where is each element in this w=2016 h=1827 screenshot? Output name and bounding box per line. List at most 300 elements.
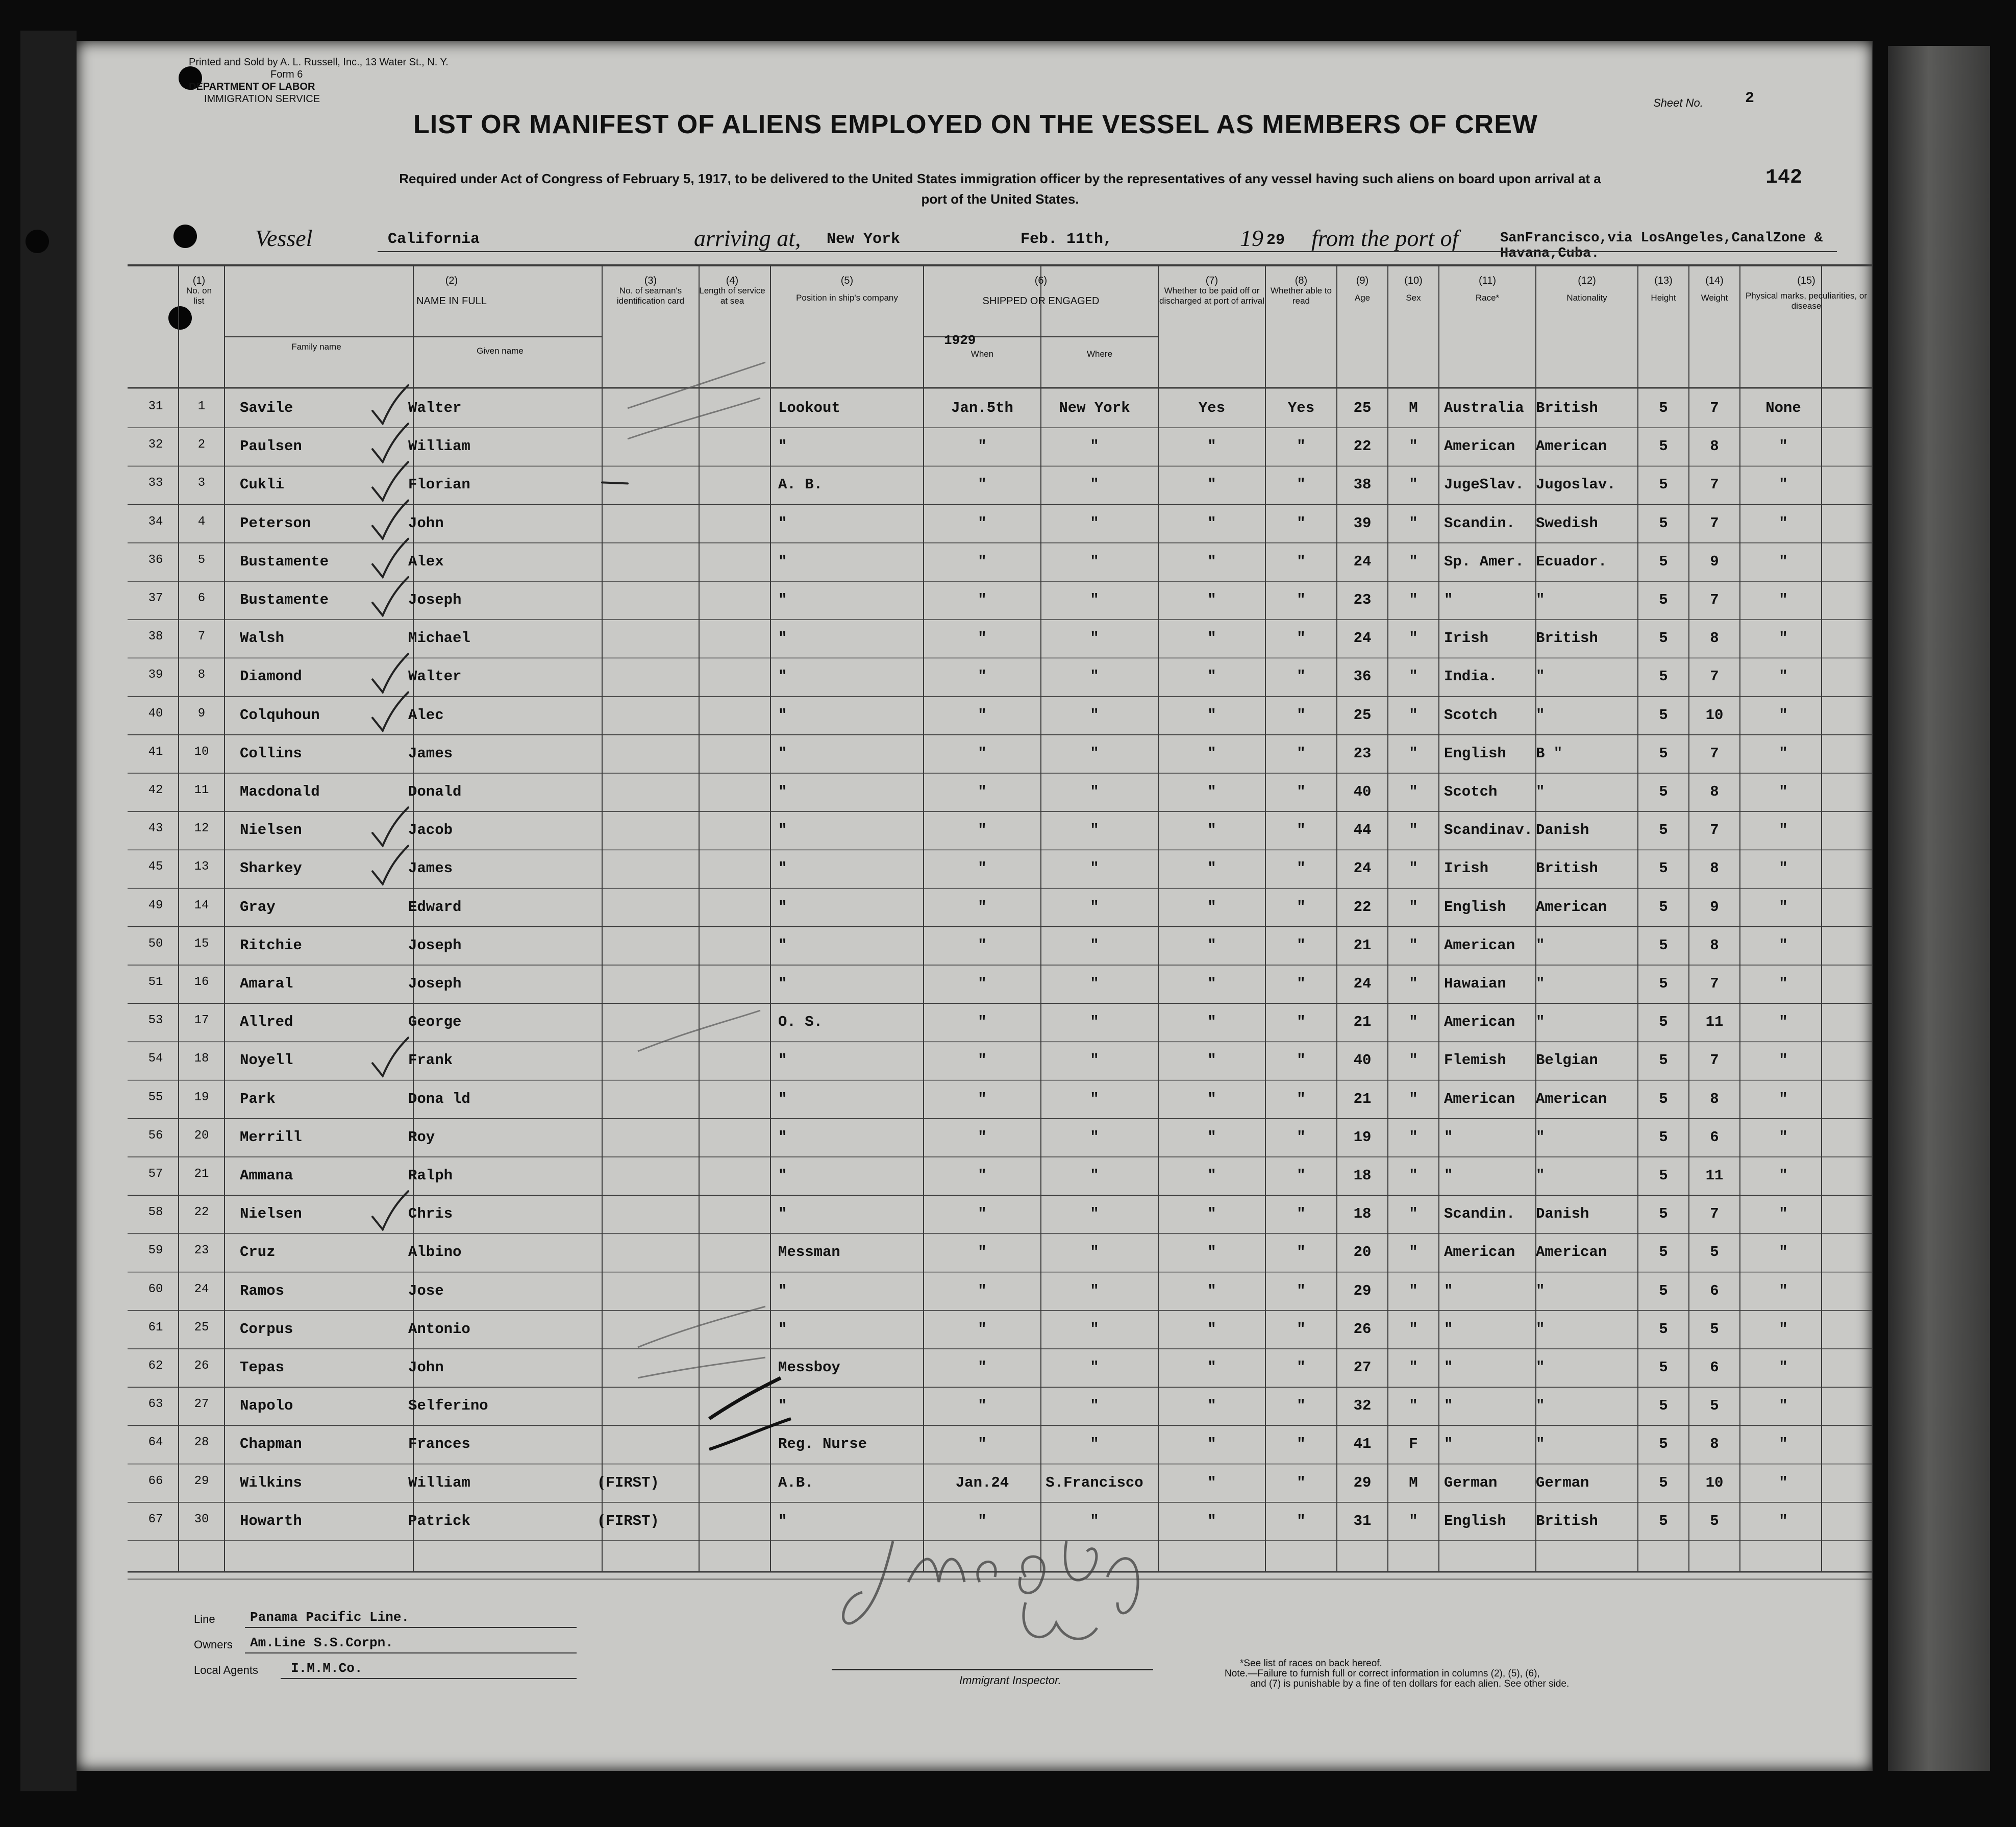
cell-sex: " [1409, 1244, 1418, 1261]
cell-no: 7 [197, 630, 206, 644]
cell-sex: M [1409, 400, 1418, 416]
cell-nat: British [1536, 400, 1598, 416]
cell-paid: Yes [1198, 400, 1226, 416]
cell-sex: " [1409, 438, 1418, 455]
cell-age: 40 [1353, 783, 1372, 800]
cell-paid: " [1207, 1359, 1216, 1376]
cell-age: 36 [1353, 668, 1372, 685]
departure-port: SanFrancisco,via LosAngeles,CanalZone & Havana,Cuba. [1500, 231, 1823, 261]
cell-given: Albino [408, 1244, 462, 1261]
cell-given: Patrick [408, 1512, 470, 1529]
cell-age: 21 [1353, 936, 1372, 954]
cell-when: " [978, 591, 987, 608]
arriving-port: New York [827, 231, 901, 248]
cell-family: Wilkins [240, 1474, 302, 1491]
act-notice: Required under Act of Congress of February 5, 1917, to be delivered to the United States immigration officer by the representatives of any vessel having such aliens on board upon arrival at a port of the United States. [399, 171, 1601, 207]
cell-family: Nielsen [240, 1205, 302, 1223]
cell-age: 19 [1353, 1128, 1372, 1146]
cell-race: English [1444, 1512, 1506, 1529]
cell-where: " [1090, 438, 1099, 455]
cell-given: John [408, 1359, 444, 1376]
cell-nat: American [1536, 1090, 1607, 1107]
cell-nat: Swedish [1536, 514, 1598, 532]
cell-age: 23 [1353, 591, 1372, 608]
cell-wt: 5 [1710, 1512, 1719, 1529]
cell-position: " [778, 1320, 787, 1338]
cell-line: 54 [148, 1052, 163, 1066]
punch-hole [26, 230, 49, 253]
cell-where: " [1090, 1436, 1099, 1453]
printer-credit: Printed and Sold by A. L. Russell, Inc., 13 Water St., N. Y. Form 6 DEPARTMENT OF LABOR IMMIGRATION SERVICE [189, 57, 449, 105]
cell-position: O. S. [778, 1014, 823, 1031]
cell-nat: " [1536, 1359, 1545, 1376]
cell-race: German [1444, 1474, 1498, 1491]
cell-line: 62 [148, 1359, 163, 1373]
cell-wt: 8 [1710, 936, 1719, 954]
cell-position: Lookout [778, 400, 840, 416]
cell-race: " [1444, 1167, 1453, 1184]
cell-line: 55 [148, 1090, 163, 1104]
cell-position: " [778, 822, 787, 839]
cell-family: Nielsen [240, 822, 302, 839]
cell-read: " [1297, 1090, 1306, 1107]
cell-age: 21 [1353, 1014, 1372, 1031]
cell-given: Florian [408, 476, 470, 493]
cell-when: " [978, 822, 987, 839]
cell-nat: Ecuador. [1536, 553, 1607, 570]
cell-marks: " [1779, 476, 1788, 493]
cell-age: 40 [1353, 1052, 1372, 1069]
cell-wt: 8 [1710, 1436, 1719, 1453]
cell-where: " [1090, 1090, 1099, 1107]
cell-sex: " [1409, 553, 1418, 570]
col-1-header: (1) No. on list [186, 275, 212, 306]
cell-ht: 5 [1659, 476, 1668, 493]
cell-given: John [408, 514, 444, 532]
cell-age: 24 [1353, 630, 1372, 647]
cell-age: 29 [1353, 1474, 1372, 1491]
cell-where: " [1090, 553, 1099, 570]
cell-read: " [1297, 706, 1306, 724]
year-prefix: 19 [1240, 225, 1263, 251]
cell-wt: 7 [1710, 591, 1719, 608]
line-label: Line [194, 1613, 215, 1625]
cell-line: 40 [148, 706, 163, 721]
cell-read: " [1297, 860, 1306, 877]
cell-card: (FIRST) [597, 1512, 659, 1529]
cell-marks: " [1779, 1397, 1788, 1415]
cell-read: " [1297, 630, 1306, 647]
cell-marks: " [1779, 1167, 1788, 1184]
right-binding [1888, 46, 1990, 1771]
cell-ht: 5 [1659, 514, 1668, 532]
cell-no: 6 [197, 591, 206, 605]
cell-read: " [1297, 514, 1306, 532]
cell-age: 31 [1353, 1512, 1372, 1529]
cell-when: " [978, 476, 987, 493]
cell-given: William [408, 1474, 470, 1491]
cell-read: " [1297, 1436, 1306, 1453]
cell-position: " [778, 1052, 787, 1069]
cell-where: " [1090, 783, 1099, 800]
cell-no: 22 [194, 1205, 209, 1220]
cell-read: " [1297, 1244, 1306, 1261]
cell-family: Allred [240, 1014, 293, 1031]
cell-ht: 5 [1659, 1282, 1668, 1299]
cell-wt: 10 [1705, 706, 1724, 724]
cell-line: 32 [148, 438, 163, 452]
cell-ht: 5 [1659, 400, 1668, 416]
sheet-number: 2 [1745, 90, 1755, 107]
cell-when: " [978, 630, 987, 647]
cell-nat: Danish [1536, 822, 1589, 839]
cell-position: " [778, 438, 787, 455]
cell-ht: 5 [1659, 1090, 1668, 1107]
cell-line: 56 [148, 1128, 163, 1143]
cell-paid: " [1207, 936, 1216, 954]
cell-ht: 5 [1659, 553, 1668, 570]
cell-line: 37 [148, 591, 163, 605]
cell-family: Ramos [240, 1282, 285, 1299]
cell-marks: " [1779, 591, 1788, 608]
cell-line: 38 [148, 630, 163, 644]
cell-age: 24 [1353, 975, 1372, 992]
cell-wt: 7 [1710, 514, 1719, 532]
owners-label: Owners [194, 1638, 233, 1651]
cell-read: " [1297, 1128, 1306, 1146]
cell-sex: " [1409, 1090, 1418, 1107]
cell-paid: " [1207, 1090, 1216, 1107]
vessel-label: Vessel [255, 225, 313, 251]
cell-paid: " [1207, 1205, 1216, 1223]
cell-age: 18 [1353, 1167, 1372, 1184]
cell-when: " [978, 553, 987, 570]
cell-where: " [1090, 1244, 1099, 1261]
cell-race: American [1444, 438, 1515, 455]
cell-read: " [1297, 1512, 1306, 1529]
cell-wt: 7 [1710, 822, 1719, 839]
cell-line: 60 [148, 1282, 163, 1296]
cell-marks: " [1779, 975, 1788, 992]
cell-race: " [1444, 591, 1453, 608]
cell-no: 8 [197, 668, 206, 682]
cell-ht: 5 [1659, 706, 1668, 724]
cell-wt: 7 [1710, 1052, 1719, 1069]
cell-ht: 5 [1659, 1167, 1668, 1184]
cell-read: " [1297, 1397, 1306, 1415]
cell-marks: " [1779, 1474, 1788, 1491]
cell-ht: 5 [1659, 591, 1668, 608]
cell-no: 20 [194, 1128, 209, 1143]
cell-family: Peterson [240, 514, 311, 532]
cell-line: 31 [148, 400, 163, 413]
cell-read: " [1297, 745, 1306, 762]
cell-ht: 5 [1659, 630, 1668, 647]
cell-nat: " [1536, 1167, 1545, 1184]
cell-line: 67 [148, 1512, 163, 1526]
cell-wt: 8 [1710, 860, 1719, 877]
cell-line: 59 [148, 1244, 163, 1258]
cell-nat: " [1536, 1014, 1545, 1031]
cell-ht: 5 [1659, 975, 1668, 992]
cell-marks: " [1779, 706, 1788, 724]
col-5-header: (5) Position in ship's company [796, 275, 898, 303]
cell-nat: " [1536, 591, 1545, 608]
cell-paid: " [1207, 1436, 1216, 1453]
cell-age: 25 [1353, 400, 1372, 416]
cell-race: India. [1444, 668, 1498, 685]
cell-read: " [1297, 1205, 1306, 1223]
cell-wt: 8 [1710, 783, 1719, 800]
cell-position: Reg. Nurse [778, 1436, 867, 1453]
cell-age: 44 [1353, 822, 1372, 839]
col-10-header: (10) Sex [1404, 275, 1423, 303]
cell-family: Ritchie [240, 936, 302, 954]
cell-line: 53 [148, 1014, 163, 1028]
cell-no: 24 [194, 1282, 209, 1296]
cell-family: Noyell [240, 1052, 293, 1069]
cell-line: 58 [148, 1205, 163, 1220]
cell-age: 21 [1353, 1090, 1372, 1107]
col-6a-header: When [970, 349, 994, 359]
cell-when: " [978, 1128, 987, 1146]
cell-ht: 5 [1659, 438, 1668, 455]
cell-position: A.B. [778, 1474, 814, 1491]
cell-ht: 5 [1659, 1320, 1668, 1338]
cell-wt: 7 [1710, 1205, 1719, 1223]
cell-where: " [1090, 1052, 1099, 1069]
cell-marks: " [1779, 1205, 1788, 1223]
cell-ht: 5 [1659, 898, 1668, 916]
cell-wt: 5 [1710, 1320, 1719, 1338]
cell-race: English [1444, 745, 1506, 762]
year-suffix: 29 [1266, 232, 1285, 249]
cell-when: " [978, 783, 987, 800]
cell-where: " [1090, 1512, 1099, 1529]
cell-sex: " [1409, 1205, 1418, 1223]
cell-wt: 7 [1710, 400, 1719, 416]
cell-family: Walsh [240, 630, 285, 647]
cell-no: 23 [194, 1244, 209, 1258]
cell-line: 41 [148, 745, 163, 759]
cell-nat: Belgian [1536, 1052, 1598, 1069]
cell-sex: " [1409, 706, 1418, 724]
cell-marks: " [1779, 898, 1788, 916]
cell-sex: " [1409, 975, 1418, 992]
cell-given: James [408, 860, 453, 877]
cell-race: American [1444, 1244, 1515, 1261]
cell-family: Colquhoun [240, 706, 320, 724]
cell-line: 34 [148, 514, 163, 529]
cell-marks: " [1779, 783, 1788, 800]
cell-read: " [1297, 668, 1306, 685]
cell-family: Bustamente [240, 553, 329, 570]
cell-when: " [978, 514, 987, 532]
col-7-header: (7) Whether to be paid off or discharged at port of arrival [1159, 275, 1264, 306]
cell-no: 13 [194, 860, 209, 874]
cell-sex: " [1409, 1052, 1418, 1069]
cell-no: 5 [197, 553, 206, 567]
cell-when: " [978, 1090, 987, 1107]
page-title: LIST OR MANIFEST OF ALIENS EMPLOYED ON THE VESSEL AS MEMBERS OF CREW [413, 110, 1538, 139]
cell-race: English [1444, 898, 1506, 916]
cell-race: Scandin. [1444, 1205, 1515, 1223]
cell-nat: " [1536, 668, 1545, 685]
cell-wt: 8 [1710, 438, 1719, 455]
cell-when: " [978, 1359, 987, 1376]
cell-race: American [1444, 936, 1515, 954]
cell-nat: " [1536, 706, 1545, 724]
cell-age: 25 [1353, 706, 1372, 724]
cell-marks: " [1779, 553, 1788, 570]
cell-marks: " [1779, 745, 1788, 762]
cell-marks: " [1779, 936, 1788, 954]
cell-position: " [778, 1128, 787, 1146]
cell-age: 39 [1353, 514, 1372, 532]
col-14-header: (14) Weight [1701, 275, 1728, 303]
cell-when: " [978, 975, 987, 992]
cell-position: " [778, 591, 787, 608]
cell-family: Corpus [240, 1320, 293, 1338]
cell-paid: " [1207, 1128, 1216, 1146]
cell-read: " [1297, 438, 1306, 455]
cell-nat: Jugoslav. [1536, 476, 1616, 493]
cell-where: S.Francisco [1046, 1474, 1143, 1491]
cell-race: Scotch [1444, 783, 1498, 800]
cell-where: " [1090, 860, 1099, 877]
cell-where: " [1090, 1167, 1099, 1184]
cell-line: 61 [148, 1320, 163, 1335]
cell-wt: 6 [1710, 1359, 1719, 1376]
cell-when: " [978, 1282, 987, 1299]
cell-paid: " [1207, 668, 1216, 685]
cell-line: 63 [148, 1397, 163, 1412]
cell-family: Chapman [240, 1436, 302, 1453]
cell-line: 33 [148, 476, 163, 490]
cell-wt: 7 [1710, 668, 1719, 685]
cell-sex: " [1409, 1512, 1418, 1529]
owners-value: Am.Line S.S.Corpn. [250, 1635, 393, 1650]
cell-no: 29 [194, 1474, 209, 1488]
cell-position: " [778, 898, 787, 916]
cell-no: 19 [194, 1090, 209, 1104]
cell-race: JugeSlav. [1444, 476, 1524, 493]
col-6b-header: Where [1086, 349, 1113, 359]
cell-ht: 5 [1659, 1512, 1668, 1529]
cell-no: 10 [194, 745, 209, 759]
cell-no: 16 [194, 975, 209, 989]
cell-when: " [978, 1512, 987, 1529]
cell-paid: " [1207, 822, 1216, 839]
cell-race: " [1444, 1282, 1453, 1299]
cell-when: Jan.24 [955, 1474, 1009, 1491]
cell-when: " [978, 860, 987, 877]
cell-read: " [1297, 1282, 1306, 1299]
cell-when: " [978, 1205, 987, 1223]
arriving-label: arriving at, [694, 225, 801, 251]
cell-nat: " [1536, 936, 1545, 954]
footnote: *See list of races on back hereof. Note.—Failure to furnish full or correct information in columns (2), (5), (6), and (7) is punishable by a fine of ten dollars for each alien. See other side. [1225, 1658, 1570, 1689]
cell-wt: 7 [1710, 476, 1719, 493]
cell-family: Tepas [240, 1359, 285, 1376]
cell-sex: " [1409, 1282, 1418, 1299]
cell-sex: " [1409, 745, 1418, 762]
cell-where: " [1090, 514, 1099, 532]
cell-given: Alex [408, 553, 444, 570]
cell-sex: " [1409, 1128, 1418, 1146]
cell-ht: 5 [1659, 1244, 1668, 1261]
cell-given: Jose [408, 1282, 444, 1299]
cell-ht: 5 [1659, 1014, 1668, 1031]
cell-no: 18 [194, 1052, 209, 1066]
cell-when: " [978, 1014, 987, 1031]
arrival-date: Feb. 11th, [1021, 231, 1113, 248]
cell-marks: " [1779, 1244, 1788, 1261]
cell-no: 12 [194, 822, 209, 836]
cell-line: 57 [148, 1167, 163, 1181]
cell-paid: " [1207, 1052, 1216, 1069]
cell-no: 25 [194, 1320, 209, 1335]
cell-sex: F [1409, 1436, 1418, 1453]
cell-read: " [1297, 975, 1306, 992]
cell-wt: 6 [1710, 1128, 1719, 1146]
cell-paid: " [1207, 438, 1216, 455]
cell-line: 66 [148, 1474, 163, 1488]
cell-family: Savile [240, 400, 293, 416]
handwritten-checkmarks [77, 41, 1873, 1771]
cell-position: " [778, 1090, 787, 1107]
cell-where: " [1090, 1282, 1099, 1299]
cell-ht: 5 [1659, 668, 1668, 685]
cell-paid: " [1207, 745, 1216, 762]
cell-nat: " [1536, 1320, 1545, 1338]
cell-given: Frances [408, 1436, 470, 1453]
cell-no: 3 [197, 476, 206, 490]
cell-paid: " [1207, 860, 1216, 877]
cell-read: " [1297, 591, 1306, 608]
cell-position: " [778, 668, 787, 685]
cell-position: " [778, 630, 787, 647]
cell-position: " [778, 1282, 787, 1299]
cell-age: 27 [1353, 1359, 1372, 1376]
cell-when: " [978, 745, 987, 762]
cell-sex: " [1409, 1320, 1418, 1338]
cell-paid: " [1207, 1282, 1216, 1299]
cell-read: " [1297, 936, 1306, 954]
cell-wt: 8 [1710, 1090, 1719, 1107]
agents-label: Local Agents [194, 1664, 258, 1676]
cell-given: Jacob [408, 822, 453, 839]
cell-paid: " [1207, 1167, 1216, 1184]
cell-paid: " [1207, 630, 1216, 647]
cell-race: Hawaian [1444, 975, 1506, 992]
cell-age: 20 [1353, 1244, 1372, 1261]
cell-sex: " [1409, 822, 1418, 839]
signature-line [832, 1669, 1153, 1670]
cell-line: 49 [148, 898, 163, 912]
cell-given: Frank [408, 1052, 453, 1069]
cell-race: Scandinav. [1444, 822, 1533, 839]
cell-paid: " [1207, 1320, 1216, 1338]
cell-given: Walter [408, 400, 462, 416]
cell-paid: " [1207, 1512, 1216, 1529]
cell-wt: 11 [1705, 1014, 1724, 1031]
cell-nat: German [1536, 1474, 1589, 1491]
cell-nat: " [1536, 1436, 1545, 1453]
cell-no: 2 [197, 438, 206, 452]
cell-family: Amaral [240, 975, 293, 992]
cell-age: 22 [1353, 898, 1372, 916]
